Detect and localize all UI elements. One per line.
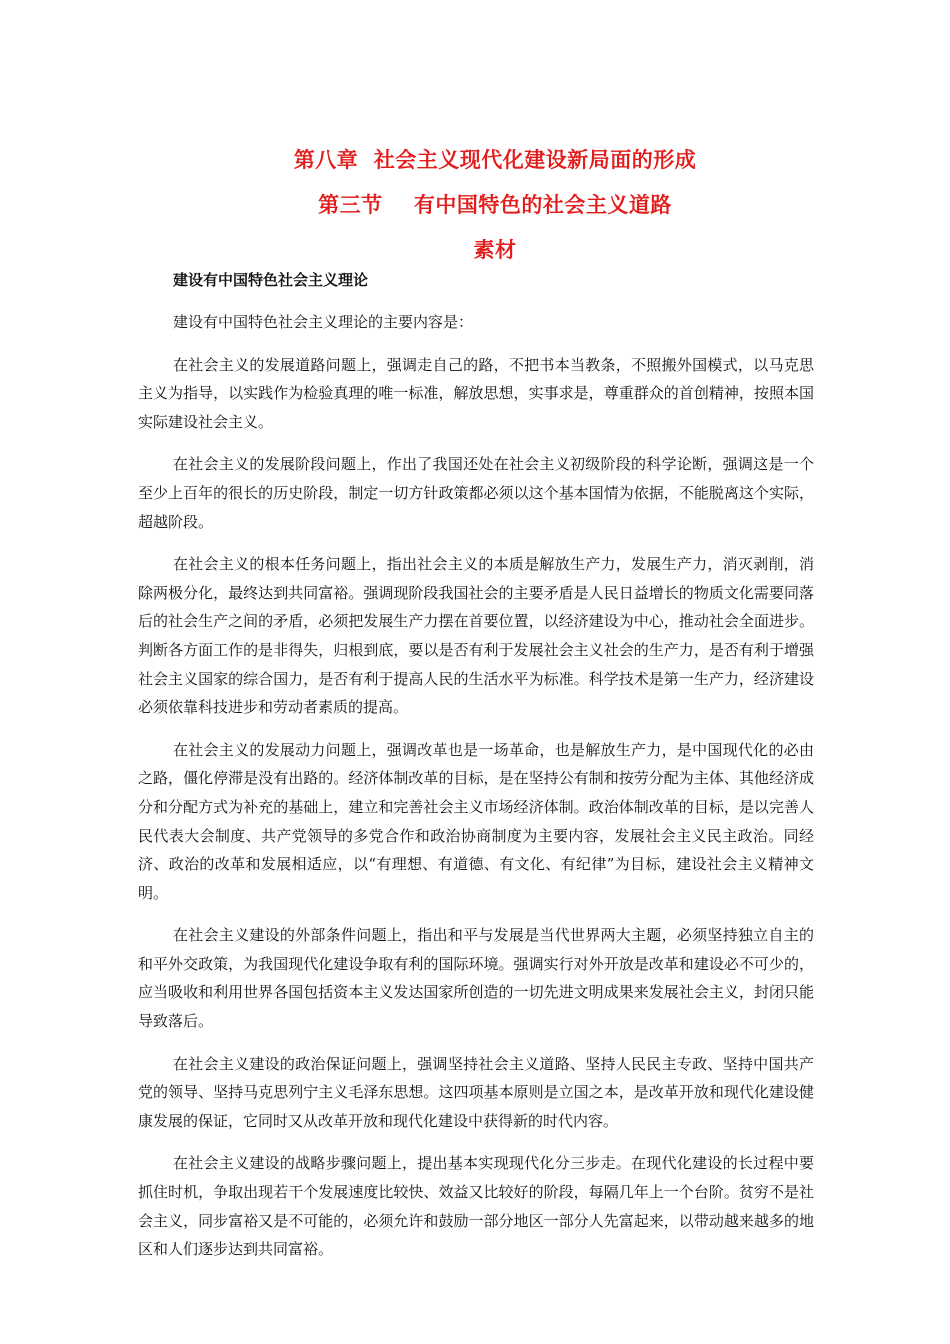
material-label: 素材 (473, 238, 517, 262)
paragraph-fundamental-task: 在社会主义的根本任务问题上，指出社会主义的本质是解放生产力，发展生产力，消灭剥削，消除两极分化，最终达到共同富裕。强调现阶段我国社会的主要矛盾是人民日益增长的物质文化需要同落后的社会生产之间的矛盾，必须把发展生产力摆在首要位置，以经济建设为中心，推动社会全面进步。判断各方面工作的是非得失，归根到底，要以是否有利于发展社会主义社会的生产力，是否有利于增强社会主义国家的综合国力，是否有利于提高人民的生活水平为标准。科学技术是第一生产力，经济建设必须依靠科技进步和劳动者素质的提高。 (138, 555, 814, 717)
paragraph-external-conditions: 在社会主义建设的外部条件问题上，指出和平与发展是当代世界两大主题，必须坚持独立自主的和平外交政策，为我国现代化建设争取有利的国际环境。强调实行对外开放是改革和建设必不可少的，应当吸收和利用世界各国包括资本主义发达国家所创造的一切先进文明成果来发展社会主义，封闭只能导致落后。 (138, 926, 814, 1031)
chapter-title: 第八章 社会主义现代化建设新局面的形成 (293, 148, 697, 172)
paragraph-intro: 建设有中国特色社会主义理论的主要内容是： (173, 313, 474, 331)
paragraph-driving-force: 在社会主义的发展动力问题上，强调改革也是一场革命，也是解放生产力，是中国现代化的必由之路，僵化停滞是没有出路的。经济体制改革的目标，是在坚持公有制和按劳分配为主体、其他经济成分和分配方式为补充的基础上，建立和完善社会主义市场经济体制。政治体制改革的目标，是以完善人民代表大会制度、共产党领导的多党合作和政治协商制度为主要内容，发展社会主义民主政治。同经济、政治的改革和发展相适应，以“有理想、有道德、有文化、有纪律”为目标，建设社会主义精神文明。 (138, 740, 814, 902)
paragraph-development-stage: 在社会主义的发展阶段问题上，作出了我国还处在社会主义初级阶段的科学论断，强调这是一个至少上百年的很长的历史阶段，制定一切方针政策都必须以这个基本国情为依据，不能脱离这个实际，超越阶段。 (138, 455, 814, 531)
section-heading: 建设有中国特色社会主义理论 (173, 271, 369, 289)
paragraph-strategic-steps: 在社会主义建设的战略步骤问题上，提出基本实现现代化分三步走。在现代化建设的长过程中要抓住时机，争取出现若干个发展速度比较快、效益又比较好的阶段，每隔几年上一个台阶。贫穷不是社会主义，同步富裕又是不可能的，必须允许和鼓励一部分地区一部分人先富起来，以带动越来越多的地区和人们逐步达到共同富裕。 (138, 1154, 814, 1259)
paragraph-development-path: 在社会主义的发展道路问题上，强调走自己的路，不把书本当教条，不照搬外国模式，以马克思主义为指导，以实践作为检验真理的唯一标准，解放思想，实事求是，尊重群众的首创精神，按照本国实际建设社会主义。 (138, 355, 814, 431)
paragraph-political-guarantee: 在社会主义建设的政治保证问题上，强调坚持社会主义道路、坚持人民民主专政、坚持中国共产党的领导、坚持马克思列宁主义毛泽东思想。这四项基本原则是立国之本，是改革开放和现代化建设健康发展的保证，它同时又从改革开放和现代化建设中获得新的时代内容。 (138, 1054, 814, 1130)
section-title: 第三节 有中国特色的社会主义道路 (318, 193, 672, 217)
title-block (0, 138, 950, 273)
document-body (138, 266, 814, 1278)
